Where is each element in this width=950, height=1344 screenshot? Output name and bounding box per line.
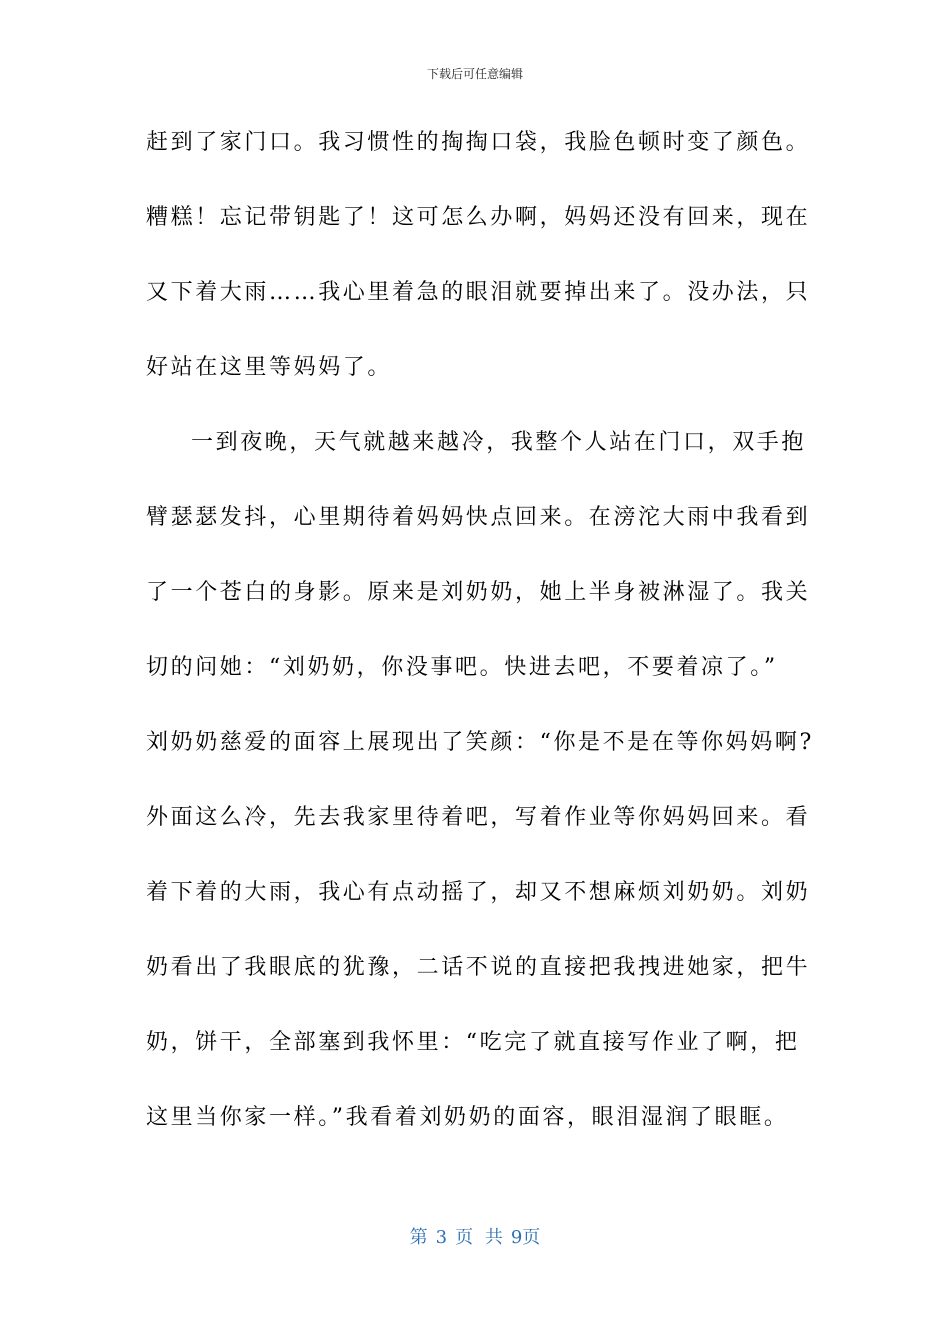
footer-middle: 页 共 — [455, 1227, 503, 1248]
text-line: 奶，饼干，全部塞到我怀里：“吃完了就直接写作业了啊，把 — [146, 1030, 800, 1055]
page-number: 3 — [435, 1227, 448, 1248]
text-line: 外面这么冷，先去我家里待着吧，写着作业等你妈妈回来。看 — [146, 805, 811, 830]
text-line: 了一个苍白的身影。原来是刘奶奶，她上半身被淋湿了。我关 — [146, 580, 811, 605]
page-total: 9页 — [510, 1227, 541, 1248]
paragraph — [146, 118, 816, 418]
footer-prefix: 第 — [409, 1227, 428, 1248]
paragraph — [146, 418, 816, 1168]
document-body — [146, 118, 816, 1168]
text-line: 刘奶奶慈爱的面容上展现出了笑颜：“你是不是在等你妈妈啊? — [146, 730, 814, 755]
text-line: 糟糕！忘记带钥匙了！这可怎么办啊，妈妈还没有回来，现在 — [146, 205, 811, 230]
text-line: 切的问她：“刘奶奶，你没事吧。快进去吧，不要着凉了。” — [146, 655, 778, 680]
text-line: 赶到了家门口。我习惯性的掏掏口袋，我脸色顿时变了颜色。 — [146, 130, 811, 155]
page-header: 下载后可任意编辑 — [426, 67, 523, 81]
text-line: 这里当你家一样。”我看着刘奶奶的面容，眼泪湿润了眼眶。 — [146, 1105, 789, 1130]
page-footer — [0, 1224, 950, 1252]
text-line: 一到夜晚，天气就越来越冷，我整个人站在门口，双手抱 — [191, 430, 807, 455]
text-line: 臂瑟瑟发抖，心里期待着妈妈快点回来。在滂沱大雨中我看到 — [146, 505, 811, 530]
text-line: 奶看出了我眼底的犹豫，二话不说的直接把我拽进她家，把牛 — [146, 955, 811, 980]
text-line: 着下着的大雨，我心有点动摇了，却又不想麻烦刘奶奶。刘奶 — [146, 880, 811, 905]
text-line: 又下着大雨……我心里着急的眼泪就要掉出来了。没办法，只 — [146, 280, 811, 305]
text-line: 好站在这里等妈妈了。 — [146, 355, 393, 380]
